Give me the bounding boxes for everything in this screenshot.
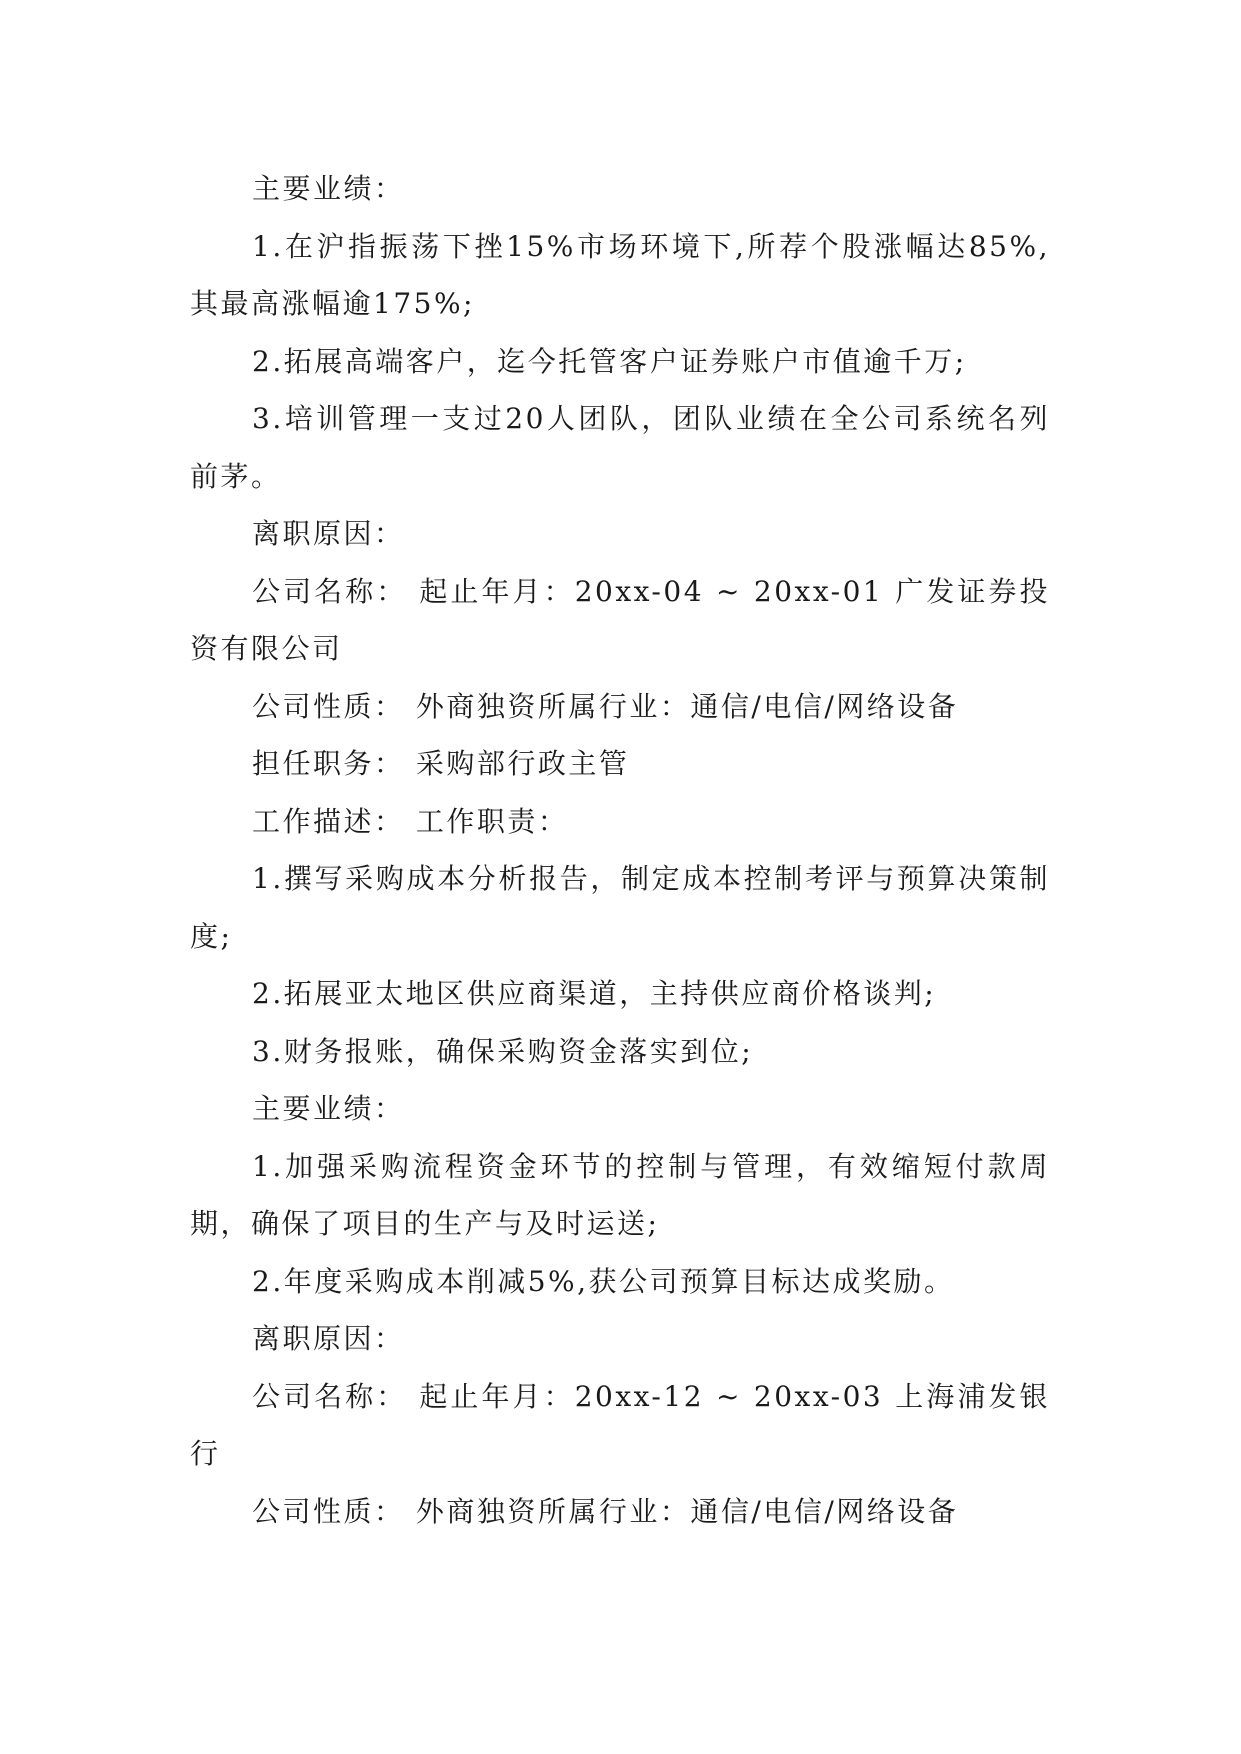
paragraph: 1.撰写采购成本分析报告，制定成本控制考评与预算决策制度;: [190, 862, 1050, 953]
paragraph: 2.拓展高端客户，迄今托管客户证券账户市值逾千万;: [252, 344, 967, 378]
paragraph: 公司性质： 外商独资所属行业：通信/电信/网络设备: [252, 1494, 959, 1528]
document-body: [190, 160, 1050, 1540]
paragraph: 2.年度采购成本削减5%,获公司预算目标达成奖励。: [252, 1264, 955, 1298]
paragraph: 主要业绩：: [252, 172, 405, 205]
paragraph: 2.拓展亚太地区供应商渠道，主持供应商价格谈判;: [252, 977, 937, 1010]
paragraph: 3.培训管理一支过20人团队，团队业绩在全公司系统名列前茅。: [190, 402, 1050, 493]
paragraph: 公司名称： 起止年月：20xx-04 ~ 20xx-01 广发证券投资有限公司: [190, 574, 1050, 665]
paragraph: 3.财务报账，确保采购资金落实到位;: [252, 1034, 754, 1068]
paragraph: 1.在沪指振荡下挫15%市场环境下,所荐个股涨幅达85%,其最高涨幅逾175%;: [190, 229, 1050, 320]
paragraph: 工作描述： 工作职责：: [252, 804, 569, 838]
paragraph: 离职原因：: [252, 517, 405, 550]
paragraph: 公司性质： 外商独资所属行业：通信/电信/网络设备: [252, 689, 959, 723]
paragraph: 主要业绩：: [252, 1092, 405, 1125]
paragraph: 离职原因：: [252, 1322, 405, 1355]
paragraph: 1.加强采购流程资金环节的控制与管理，有效缩短付款周期，确保了项目的生产与及时运送;: [190, 1149, 1050, 1240]
paragraph: 担任职务： 采购部行政主管: [252, 747, 630, 780]
paragraph: 公司名称： 起止年月：20xx-12 ~ 20xx-03 上海浦发银行: [190, 1379, 1050, 1470]
